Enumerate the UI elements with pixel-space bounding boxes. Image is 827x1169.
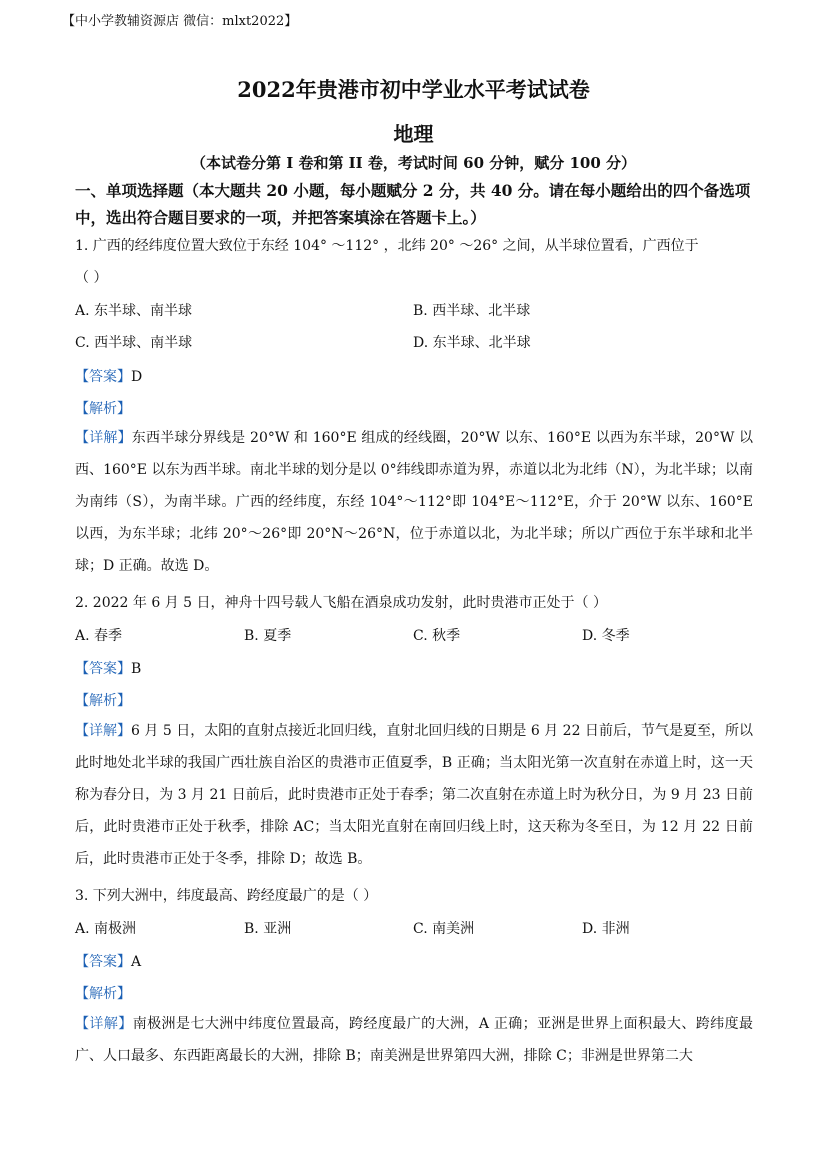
answer-value: B bbox=[131, 661, 142, 677]
exam-note: （本试卷分第 I 卷和第 II 卷，考试时间 60 分钟，赋分 100 分） bbox=[190, 154, 636, 172]
answer-label: 【答案】 bbox=[75, 369, 131, 385]
detail-label: 【详解】 bbox=[75, 1016, 133, 1032]
answer-label: 【答案】 bbox=[75, 954, 131, 970]
question-2-option-b: B. 夏季 bbox=[244, 628, 292, 644]
answer-label: 【答案】 bbox=[75, 661, 131, 677]
question-3-option-c: C. 南美洲 bbox=[413, 921, 475, 937]
question-3-option-d: D. 非洲 bbox=[582, 921, 630, 937]
subject-title: 地理 bbox=[393, 122, 434, 146]
question-2-option-d: D. 冬季 bbox=[582, 628, 630, 644]
detail-label: 【详解】 bbox=[75, 430, 132, 446]
question-1-option-a: A. 东半球、南半球 bbox=[75, 303, 193, 319]
question-2-answer bbox=[75, 658, 141, 678]
question-1-stem-blank: （ ） bbox=[75, 270, 108, 286]
question-3-detail bbox=[75, 1008, 753, 1072]
page-title: 2022年贵港市初中学业水平考试试卷 bbox=[237, 77, 590, 102]
detail-text: 6 月 5 日，太阳的直射点接近北回归线，直射北回归线的日期是 6 月 22 日前后，节气是夏至，所以此时地处北半球的我国广西壮族自治区的贵港市正值夏季，B 正确；当太阳光第一次直射在赤道上时，这一天称为春分日，为 3 月 21 日前后，此时贵港市正处于春季；第二次直射在赤道上时为秋分日，为 9 月 23 日前后，此时贵港市正处于秋季，排除 AC；当太阳光直射在南回归线上时，这天称为冬至日，为 12 月 22 日前后，此时贵港市正处于冬季，排除 D；故选 B。 bbox=[75, 723, 754, 867]
question-1-option-c: C. 西半球、南半球 bbox=[75, 335, 193, 351]
question-2-option-c: C. 秋季 bbox=[413, 628, 461, 644]
question-2-detail bbox=[75, 715, 753, 875]
section-heading: 一、单项选择题（本大题共 20 小题，每小题赋分 2 分，共 40 分。请在每小题给出的四个备选项中，选出符合题目要求的一项，并把答案填涂在答题卡上。） bbox=[75, 181, 751, 227]
question-3-answer bbox=[75, 951, 141, 971]
question-3-option-b: B. 亚洲 bbox=[244, 921, 292, 937]
question-1-option-b: B. 西半球、北半球 bbox=[413, 303, 531, 319]
question-3-stem: 3. 下列大洲中，纬度最高、跨经度最广的是（ ） bbox=[75, 888, 378, 904]
question-1-answer bbox=[75, 366, 142, 386]
answer-value: D bbox=[131, 369, 143, 385]
detail-text: 东西半球分界线是 20°W 和 160°E 组成的经线圈，20°W 以东、160°E 以西为东半球，20°W 以西、160°E 以东为西半球。南北半球的划分是以 0°纬线即赤道为界，赤道以北为北纬（N），为北半球；以南为南纬（S），为南半球。广西的经纬度，东经 104°～112°即 104°E～112°E，介于 20°W 以东、160°E 以西，为东半球；北纬 20°～26°即 20°N～26°N，位于赤道以北，为北半球；所以广西位于东半球和北半球；D 正确。故选 D。 bbox=[75, 430, 753, 574]
question-1-detail bbox=[75, 422, 753, 582]
question-3-option-a: A. 南极洲 bbox=[75, 921, 137, 937]
header-note: 【中小学教辅资源店 微信：mlxt2022】 bbox=[62, 14, 298, 29]
answer-value: A bbox=[131, 954, 142, 970]
question-2-analysis-label: 【解析】 bbox=[75, 693, 131, 709]
question-2-option-a: A. 春季 bbox=[75, 628, 123, 644]
question-1-stem: 1. 广西的经纬度位置大致位于东经 104° ～112° ，北纬 20° ～26° 之间，从半球位置看，广西位于 bbox=[75, 238, 699, 254]
question-2-stem: 2. 2022 年 6 月 5 日，神舟十四号载人飞船在酒泉成功发射，此时贵港市正处于（ ） bbox=[75, 595, 607, 611]
detail-label: 【详解】 bbox=[75, 723, 132, 739]
detail-text: 南极洲是七大洲中纬度位置最高，跨经度最广的大洲，A 正确；亚洲是世界上面积最大、跨纬度最广、人口最多、东西距离最长的大洲，排除 B；南美洲是世界第四大洲，排除 C；非洲是世界第二大 bbox=[75, 1016, 754, 1064]
question-3-analysis-label: 【解析】 bbox=[75, 986, 131, 1002]
question-1-option-d: D. 东半球、北半球 bbox=[413, 335, 531, 351]
question-1-analysis-label: 【解析】 bbox=[75, 401, 131, 417]
